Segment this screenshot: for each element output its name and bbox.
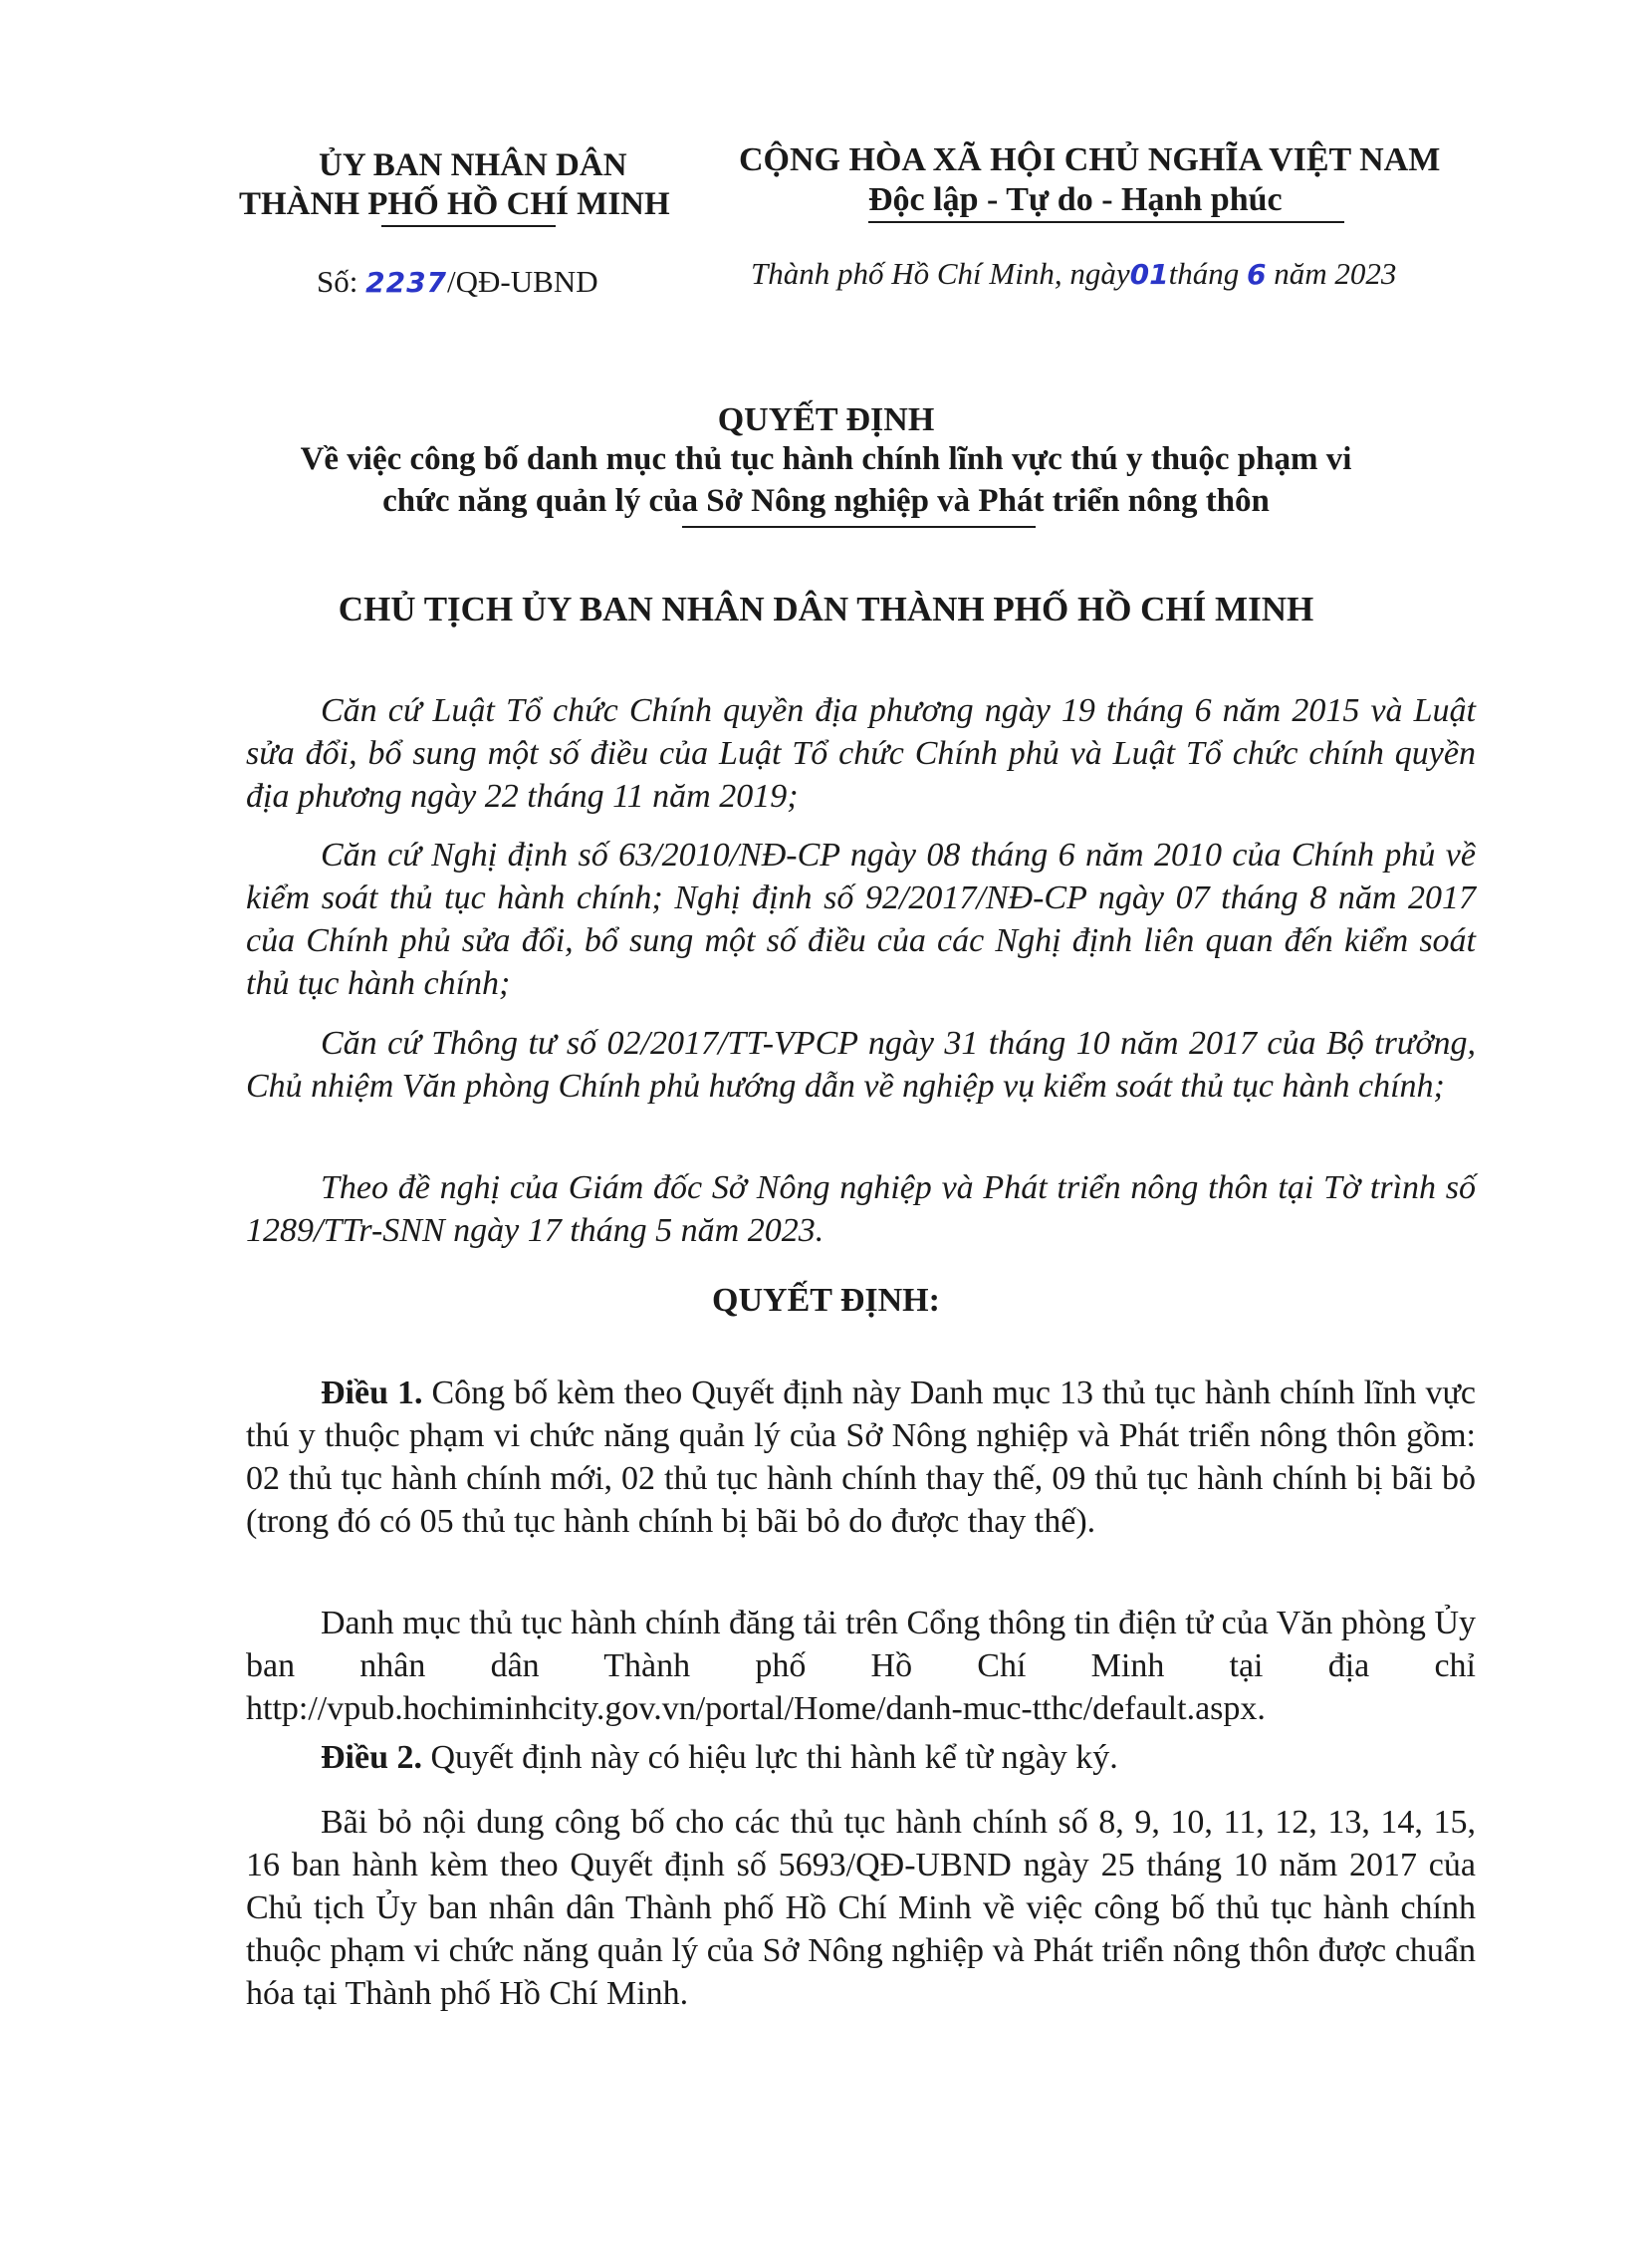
national-motto: Độc lập - Tự do - Hạnh phúc [868, 181, 1283, 218]
article-2-label: Điều 2. [321, 1739, 422, 1776]
date-suffix: năm 2023 [1266, 256, 1397, 291]
motto-underline [868, 221, 1344, 223]
issuer-underline [381, 225, 556, 227]
handwritten-day: 01 [1129, 258, 1169, 291]
preamble-paragraph: Theo đề nghị của Giám đốc Sở Nông nghiệp và Phát triển nông thôn tại Tờ trình số 1289/TTr-SNN ngày 17 tháng 5 năm 2023. [246, 1169, 1476, 1249]
document-number [317, 264, 598, 300]
subject-underline [682, 526, 1036, 528]
preamble-paragraph: Căn cứ Luật Tổ chức Chính quyền địa phương ngày 19 tháng 6 năm 2015 và Luật sửa đổi, bổ sung một số điều của Luật Tổ chức Chính phủ và Luật Tổ chức chính quyền địa phương ngày 22 tháng 11 năm 2019; [246, 692, 1476, 815]
preamble-paragraph: Căn cứ Nghị định số 63/2010/NĐ-CP ngày 08 tháng 6 năm 2010 của Chính phủ về kiểm soát thủ tục hành chính; Nghị định số 92/2017/NĐ-CP ngày 07 tháng 8 năm 2017 của Chính phủ sửa đổi, bổ sung một số điều của các Nghị định liên quan đến kiểm soát thủ tục hành chính; [246, 837, 1476, 1002]
document-type-heading: QUYẾT ĐỊNH [717, 401, 935, 438]
handwritten-month: 6 [1246, 258, 1267, 291]
article-2-text: Quyết định này có hiệu lực thi hành kể từ ngày ký. [422, 1739, 1118, 1776]
article-1-paragraph-2: Danh mục thủ tục hành chính đăng tải trên Cổng thông tin điện tử của Văn phòng Ủy ban nhân dân Thành phố Hồ Chí Minh tại địa chỉ http://vpub.hochiminhcity.gov.vn/portal/Home/danh-muc-tthc/default.aspx. [246, 1605, 1476, 1727]
article-2-paragraph-2: Bãi bỏ nội dung công bố cho các thủ tục hành chính số 8, 9, 10, 11, 12, 13, 14, 15, 16 ban hành kèm theo Quyết định số 5693/QĐ-UBND ngày 25 tháng 10 năm 2017 của Chủ tịch Ủy ban nhân dân Thành phố Hồ Chí Minh về việc công bố thủ tục hành chính thuộc phạm vi chức năng quản lý của Sở Nông nghiệp và Phát triển nông thôn được chuẩn hóa tại Thành phố Hồ Chí Minh. [246, 1804, 1476, 2012]
decision-heading: QUYẾT ĐỊNH: [712, 1282, 940, 1319]
subject-line2: chức năng quản lý của Sở Nông nghiệp và Phát triển nông thôn [382, 483, 1270, 519]
article-2 [246, 1736, 1476, 1779]
issuer-line2: THÀNH PHỐ HỒ CHÍ MINH [239, 186, 670, 222]
subject-line1: Về việc công bố danh mục thủ tục hành chính lĩnh vực thú y thuộc phạm vi [300, 441, 1352, 477]
national-title: CỘNG HÒA XÃ HỘI CHỦ NGHĨA VIỆT NAM [739, 141, 1441, 178]
date-mid: tháng [1168, 256, 1247, 291]
authority-heading: CHỦ TỊCH ỦY BAN NHÂN DÂN THÀNH PHỐ HỒ CHÍ MINH [338, 590, 1314, 628]
document-date [751, 256, 1396, 292]
issuer-line1: ỦY BAN NHÂN DÂN [319, 147, 627, 183]
date-prefix: Thành phố Hồ Chí Minh, ngày [751, 256, 1130, 291]
article-1 [246, 1372, 1476, 1543]
article-1-label: Điều 1. [321, 1375, 423, 1411]
number-suffix: /QĐ-UBND [447, 264, 598, 299]
number-prefix: Số: [317, 264, 366, 299]
handwritten-number: 2237 [365, 266, 448, 299]
article-1-text: Công bố kèm theo Quyết định này Danh mục 13 thủ tục hành chính lĩnh vực thú y thuộc phạm vi chức năng quản lý của Sở Nông nghiệp và Phát triển nông thôn gồm: 02 thủ tục hành chính mới, 02 thủ tục hành chính thay thế, 09 thủ tục hành chính bị bãi bỏ (trong đó có 05 thủ tục hành chính bị bãi bỏ do được thay thế). [246, 1375, 1476, 1540]
preamble-paragraph: Căn cứ Thông tư số 02/2017/TT-VPCP ngày 31 tháng 10 năm 2017 của Bộ trưởng, Chủ nhiệm Văn phòng Chính phủ hướng dẫn về nghiệp vụ kiểm soát thủ tục hành chính; [246, 1025, 1476, 1105]
